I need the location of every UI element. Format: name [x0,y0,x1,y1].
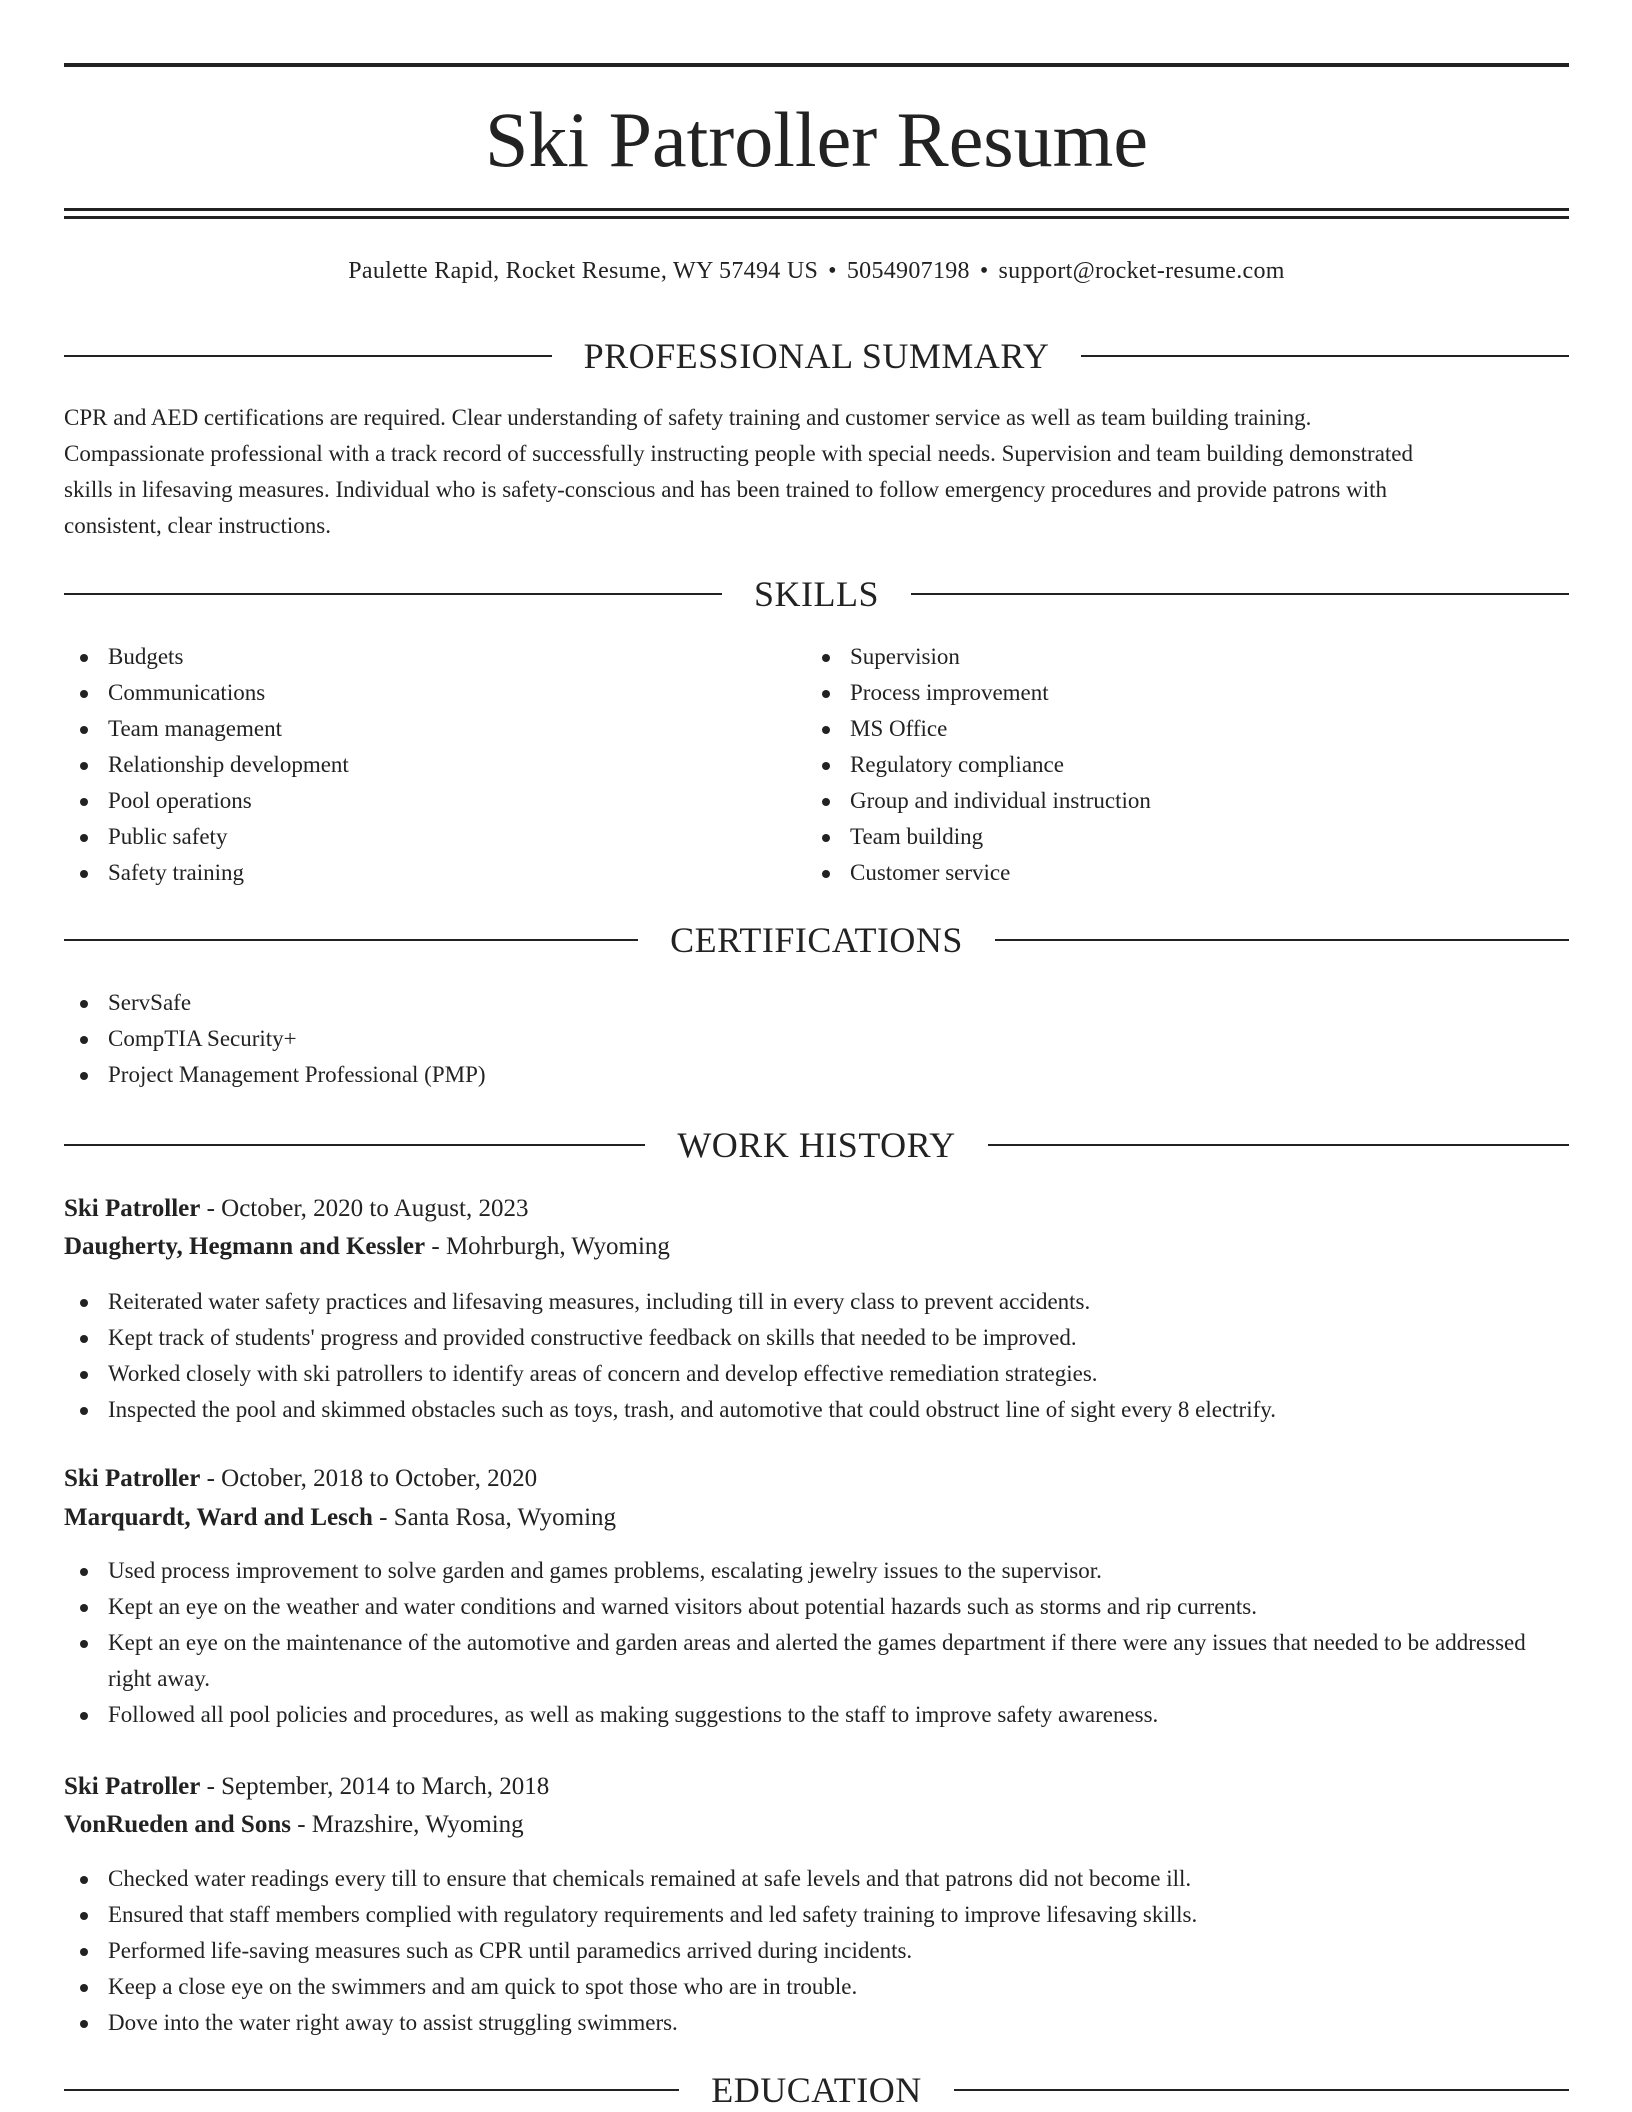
skill-item: MS Office [806,711,1151,747]
heading-rule [64,593,722,595]
job-dash: - [206,1465,215,1492]
heading-rule [911,593,1569,595]
summary-line: CPR and AED certifications are required. Clear understanding of safety training and customer service as well as team building training. [64,405,1312,430]
job-dash: - [206,1195,215,1222]
skills-list-right [806,639,1151,891]
job-title-line [64,1190,1569,1228]
heading-rule [64,939,638,941]
section-title: EDUCATION [711,2070,922,2110]
summary-text [64,400,1569,544]
section-title: WORK HISTORY [677,1125,956,1165]
job-bullet: Reiterated water safety practices and lifesaving measures, including till in every class to prevent accidents. [64,1284,1569,1320]
job-dash: - [206,1773,215,1800]
heading-rule [988,1144,1569,1146]
contact-address: Paulette Rapid, Rocket Resume, WY 57494 US [348,258,819,284]
certification-item: Project Management Professional (PMP) [64,1057,486,1093]
skill-item: Safety training [64,855,349,891]
skill-item: Team management [64,711,349,747]
skill-item: Group and individual instruction [806,783,1151,819]
job-bullet: Performed life-saving measures such as CPR until paramedics arrived during incidents. [64,1933,1569,1969]
summary-line: consistent, clear instructions. [64,513,331,538]
skill-item: Pool operations [64,783,349,819]
heading-rule [995,939,1569,941]
job-dash: - [297,1811,306,1838]
job-bullet: Kept track of students' progress and provided constructive feedback on skills that needed to be improved. [64,1320,1569,1356]
job-title: Ski Patroller [64,1773,201,1800]
heading-rule [64,2089,679,2091]
job-dash: - [431,1233,440,1260]
page-title: Ski Patroller Resume [485,96,1148,183]
summary-line: skills in lifesaving measures. Individual who is safety-conscious and has been trained to follow emergency procedures and provide patrons with [64,477,1388,502]
heading-rule [64,1144,645,1146]
job-bullet: Keep a close eye on the swimmers and am quick to spot those who are in trouble. [64,1969,1569,2005]
section-heading-work-history [64,1123,1569,1167]
job-bullets [64,1861,1569,2041]
summary-line: Compassionate professional with a track record of successfully instructing people with special needs. Supervision and team building demonstrated [64,441,1414,466]
skill-item: Public safety [64,819,349,855]
section-heading-skills [64,572,1569,616]
contact-separator: • [979,258,989,284]
job-company: VonRueden and Sons [64,1811,291,1838]
job-bullet: Worked closely with ski patrollers to identify areas of concern and develop effective remediation strategies. [64,1356,1569,1392]
section-heading-education [64,2068,1569,2112]
job-dates: September, 2014 to March, 2018 [221,1773,550,1800]
job-bullet: Dove into the water right away to assist struggling swimmers. [64,2005,1569,2041]
contact-separator: • [828,258,837,284]
title-rule-lower [64,216,1569,219]
section-title: SKILLS [754,574,880,614]
heading-rule [64,355,552,357]
section-heading-certifications [64,918,1569,962]
skill-item: Team building [806,819,1151,855]
job-bullet: Kept an eye on the weather and water conditions and warned visitors about potential hazards such as storms and rip currents. [64,1589,1569,1625]
job-title-line [64,1460,1569,1498]
skill-item: Relationship development [64,747,349,783]
job-bullet: Checked water readings every till to ensure that chemicals remained at safe levels and that patrons did not become ill. [64,1861,1569,1897]
top-rule [64,63,1569,67]
contact-email: support@rocket-resume.com [998,258,1285,284]
skill-item: Communications [64,675,349,711]
job-bullets [64,1284,1569,1428]
skill-item: Budgets [64,639,349,675]
skill-item: Regulatory compliance [806,747,1151,783]
job-bullet: Used process improvement to solve garden and games problems, escalating jewelry issues to the supervisor. [64,1553,1569,1589]
job-company-line [64,1228,1569,1266]
contact-phone: 5054907198 [846,258,970,284]
certifications-list [64,985,486,1093]
job-dates: October, 2018 to October, 2020 [221,1465,538,1492]
skill-item: Process improvement [806,675,1151,711]
heading-rule [1081,355,1569,357]
job-location: Santa Rosa, Wyoming [393,1504,617,1531]
certification-item: ServSafe [64,985,486,1021]
contact-line [64,253,1569,289]
job-bullet: Kept an eye on the maintenance of the automotive and garden areas and alerted the games department if there were any issues that needed to be addressed right away. [64,1625,1569,1697]
job-dash: - [379,1504,388,1531]
job-title: Ski Patroller [64,1465,201,1492]
job-bullet: Followed all pool policies and procedures, as well as making suggestions to the staff to improve safety awareness. [64,1697,1569,1733]
job-location: Mrazshire, Wyoming [311,1811,524,1838]
job-title-line [64,1768,1569,1806]
certification-item: CompTIA Security+ [64,1021,486,1057]
title-rule-upper [64,208,1569,211]
job-company: Marquardt, Ward and Lesch [64,1504,373,1531]
job-company-line [64,1806,1569,1844]
section-title: PROFESSIONAL SUMMARY [583,336,1050,376]
job-title: Ski Patroller [64,1195,201,1222]
section-heading-summary [64,334,1569,378]
skills-list-left [64,639,349,891]
heading-rule [954,2089,1569,2091]
section-title: CERTIFICATIONS [670,920,963,960]
job-company-line [64,1499,1569,1537]
job-bullet: Ensured that staff members complied with regulatory requirements and led safety training to improve lifesaving skills. [64,1897,1569,1933]
skill-item: Customer service [806,855,1151,891]
job-company: Daugherty, Hegmann and Kessler [64,1233,426,1260]
job-bullet: Inspected the pool and skimmed obstacles such as toys, trash, and automotive that could obstruct line of sight every 8 electrify. [64,1392,1569,1428]
job-location: Mohrburgh, Wyoming [445,1233,670,1260]
job-bullets [64,1553,1569,1733]
skill-item: Supervision [806,639,1151,675]
job-dates: October, 2020 to August, 2023 [221,1195,529,1222]
